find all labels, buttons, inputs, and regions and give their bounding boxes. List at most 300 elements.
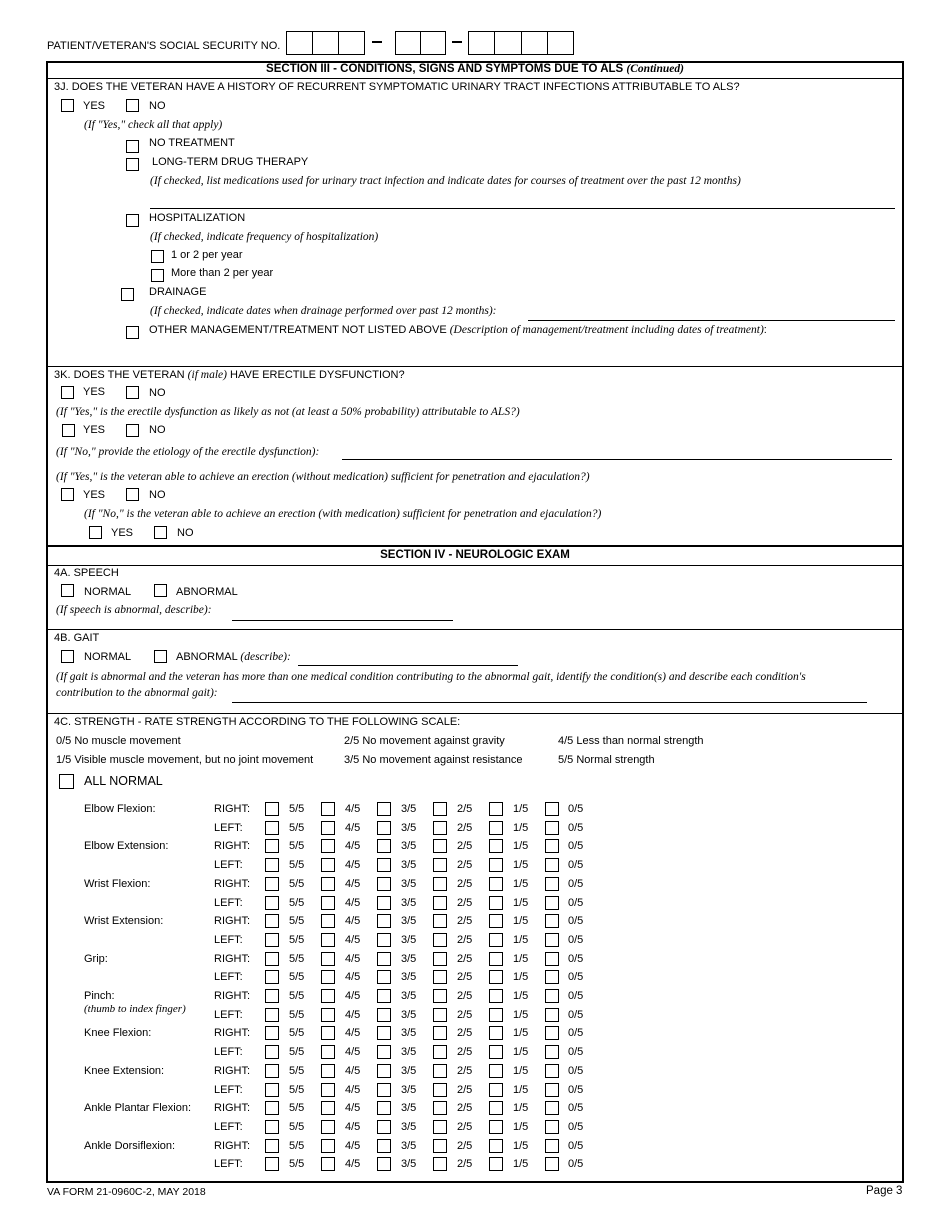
grade-checkbox[interactable]	[377, 1139, 391, 1153]
grade-label: 5/5	[289, 933, 305, 946]
grade-label: 3/5	[401, 1158, 417, 1171]
grade-checkbox[interactable]	[377, 1008, 391, 1022]
grade-checkbox[interactable]	[265, 1157, 279, 1171]
grade-checkbox[interactable]	[321, 1157, 335, 1171]
grade-checkbox[interactable]	[545, 1120, 559, 1134]
speech-describe-line[interactable]	[232, 620, 453, 621]
more-than-two-label: More than 2 per year	[171, 267, 274, 279]
scale-0: 0/5 No muscle movement	[56, 735, 181, 747]
grade-label: 1/5	[513, 952, 529, 965]
ssn-part-3[interactable]	[468, 31, 574, 55]
divider	[47, 78, 903, 79]
grade-checkbox[interactable]	[321, 1064, 335, 1078]
grade-label: 4/5	[345, 877, 361, 890]
grade-label: 5/5	[289, 952, 305, 965]
grade-label: 4/5	[345, 971, 361, 984]
grade-label: 1/5	[513, 840, 529, 853]
grade-checkbox[interactable]	[489, 1026, 503, 1040]
grade-label: 3/5	[401, 803, 417, 815]
grade-label: 1/5	[513, 1064, 529, 1077]
gait-contribution-line[interactable]	[232, 702, 867, 703]
grade-label: 3/5	[401, 990, 417, 1002]
grade-label: 1/5	[513, 1083, 529, 1096]
grade-checkbox[interactable]	[321, 896, 335, 910]
grade-label: 4/5	[345, 896, 361, 909]
likely-no-checkbox[interactable]	[126, 424, 139, 437]
grade-checkbox[interactable]	[377, 821, 391, 835]
with-med-no-checkbox[interactable]	[154, 526, 167, 539]
grade-checkbox[interactable]	[265, 839, 279, 853]
grade-label: 4/5	[345, 840, 361, 853]
q3j-no-checkbox[interactable]	[126, 99, 139, 112]
q3k-question: 3K. DOES THE VETERAN (if male) HAVE ERECTILE DYSFUNCTION?	[54, 369, 405, 381]
grade-checkbox[interactable]	[433, 821, 447, 835]
grade-label: 4/5	[345, 1046, 361, 1059]
grade-checkbox[interactable]	[545, 952, 559, 966]
grade-label: 1/5	[513, 896, 529, 909]
drainage-label: DRAINAGE	[149, 286, 207, 298]
grade-label: 1/5	[513, 877, 529, 890]
scale-1: 1/5 Visible muscle movement, but no joint movement	[56, 754, 314, 766]
grade-label: 5/5	[289, 1139, 305, 1152]
grade-checkbox[interactable]	[377, 989, 391, 1003]
grade-checkbox[interactable]	[377, 1026, 391, 1040]
grade-checkbox[interactable]	[489, 896, 503, 910]
grade-label: 0/5	[568, 1027, 584, 1040]
grade-checkbox[interactable]	[545, 896, 559, 910]
grade-label: 1/5	[513, 1008, 529, 1021]
q3k-yes-label: YES	[83, 386, 106, 398]
left-side-label: LEFT:	[214, 1046, 243, 1059]
grade-label: 3/5	[401, 1102, 417, 1115]
grade-checkbox[interactable]	[377, 1045, 391, 1059]
grade-label: 2/5	[457, 803, 473, 815]
grade-label: 5/5	[289, 1027, 305, 1040]
grade-checkbox[interactable]	[321, 1026, 335, 1040]
grade-label: 2/5	[457, 859, 473, 872]
likely-yes-checkbox[interactable]	[62, 424, 75, 437]
grade-checkbox[interactable]	[489, 1101, 503, 1115]
grade-label: 5/5	[289, 877, 305, 890]
grade-label: 4/5	[345, 952, 361, 965]
grade-label: 5/5	[289, 896, 305, 909]
grade-label: 0/5	[568, 915, 584, 928]
with-med-yes-label: YES	[111, 527, 134, 539]
grade-checkbox[interactable]	[377, 952, 391, 966]
grade-checkbox[interactable]	[489, 1045, 503, 1059]
grade-checkbox[interactable]	[545, 1045, 559, 1059]
no-treatment-label: NO TREATMENT	[149, 137, 235, 149]
grade-checkbox[interactable]	[265, 1101, 279, 1115]
page-number: Page 3	[866, 1185, 903, 1197]
grade-checkbox[interactable]	[433, 1008, 447, 1022]
grade-label: 5/5	[289, 1064, 305, 1077]
grade-checkbox[interactable]	[321, 1101, 335, 1115]
grade-checkbox[interactable]	[545, 1157, 559, 1171]
q3j-yes-label: YES	[83, 100, 106, 112]
ssn-part-1[interactable]	[286, 31, 365, 55]
grade-checkbox[interactable]	[489, 802, 503, 816]
grade-checkbox[interactable]	[489, 821, 503, 835]
grade-checkbox[interactable]	[545, 802, 559, 816]
grade-checkbox[interactable]	[377, 1064, 391, 1078]
grade-label: 3/5	[401, 1139, 417, 1152]
grade-checkbox[interactable]	[545, 877, 559, 891]
grade-label: 1/5	[513, 803, 529, 815]
other-management-checkbox[interactable]	[126, 326, 139, 339]
grade-label: 3/5	[401, 840, 417, 853]
grade-label: 0/5	[568, 1102, 584, 1115]
grade-checkbox[interactable]	[265, 1008, 279, 1022]
grade-checkbox[interactable]	[489, 1120, 503, 1134]
grade-label: 4/5	[345, 933, 361, 946]
grade-checkbox[interactable]	[321, 802, 335, 816]
grade-checkbox[interactable]	[265, 877, 279, 891]
grade-label: 5/5	[289, 821, 305, 834]
grade-checkbox[interactable]	[377, 1157, 391, 1171]
grade-checkbox[interactable]	[377, 970, 391, 984]
grade-checkbox[interactable]	[489, 839, 503, 853]
grade-checkbox[interactable]	[377, 802, 391, 816]
grade-checkbox[interactable]	[321, 877, 335, 891]
grade-checkbox[interactable]	[265, 933, 279, 947]
grade-checkbox[interactable]	[321, 952, 335, 966]
grade-checkbox[interactable]	[433, 933, 447, 947]
grade-checkbox[interactable]	[321, 1045, 335, 1059]
strength-label: 4C. STRENGTH - RATE STRENGTH ACCORDING TO THE FOLLOWING SCALE:	[54, 716, 461, 728]
form-id: VA FORM 21-0960C-2, MAY 2018	[47, 1186, 206, 1198]
grade-checkbox[interactable]	[545, 1083, 559, 1097]
grade-checkbox[interactable]	[265, 896, 279, 910]
grade-checkbox[interactable]	[265, 914, 279, 928]
grade-checkbox[interactable]	[489, 970, 503, 984]
grade-checkbox[interactable]	[265, 1083, 279, 1097]
grade-checkbox[interactable]	[433, 802, 447, 816]
left-side-label: LEFT:	[214, 971, 243, 984]
grade-checkbox[interactable]	[321, 1008, 335, 1022]
grade-label: 2/5	[457, 877, 473, 890]
etiology-line[interactable]	[342, 459, 892, 460]
grade-checkbox[interactable]	[545, 1008, 559, 1022]
grade-checkbox[interactable]	[489, 933, 503, 947]
muscle-name: Elbow Extension:	[84, 840, 169, 853]
without-med-yes-checkbox[interactable]	[61, 488, 74, 501]
grade-label: 1/5	[513, 1139, 529, 1152]
one-or-two-checkbox[interactable]	[151, 250, 164, 263]
grade-checkbox[interactable]	[433, 1139, 447, 1153]
grade-label: 3/5	[401, 859, 417, 872]
grade-label: 2/5	[457, 821, 473, 834]
grade-checkbox[interactable]	[433, 896, 447, 910]
grade-checkbox[interactable]	[377, 858, 391, 872]
grade-checkbox[interactable]	[433, 989, 447, 1003]
grade-checkbox[interactable]	[377, 896, 391, 910]
grade-checkbox[interactable]	[489, 1083, 503, 1097]
grade-label: 3/5	[401, 1027, 417, 1040]
gait-describe-line[interactable]	[298, 665, 518, 666]
left-side-label: LEFT:	[214, 821, 243, 834]
grade-label: 3/5	[401, 915, 417, 928]
q3k-no-checkbox[interactable]	[126, 386, 139, 399]
grade-label: 4/5	[345, 990, 361, 1002]
without-medication-question: (If "Yes," is the veteran able to achieve an erection (without medication) sufficient for penetration and ejaculation?)	[56, 471, 590, 483]
with-med-no-label: NO	[177, 527, 194, 539]
right-side-label: RIGHT:	[214, 915, 251, 928]
grade-checkbox[interactable]	[265, 802, 279, 816]
grade-label: 4/5	[345, 1064, 361, 1077]
muscle-name: Grip:	[84, 952, 108, 965]
grade-label: 2/5	[457, 896, 473, 909]
speech-describe-label: (If speech is abnormal, describe):	[56, 604, 212, 616]
right-side-label: RIGHT:	[214, 1027, 251, 1040]
drainage-dates-line[interactable]	[528, 320, 895, 321]
grade-label: 4/5	[345, 821, 361, 834]
grade-checkbox[interactable]	[433, 1101, 447, 1115]
grade-checkbox[interactable]	[377, 914, 391, 928]
grade-checkbox[interactable]	[321, 1120, 335, 1134]
grade-checkbox[interactable]	[433, 952, 447, 966]
grade-checkbox[interactable]	[433, 970, 447, 984]
grade-label: 0/5	[568, 1158, 584, 1171]
grade-checkbox[interactable]	[433, 914, 447, 928]
grade-label: 0/5	[568, 952, 584, 965]
with-med-yes-checkbox[interactable]	[89, 526, 102, 539]
grade-label: 0/5	[568, 1083, 584, 1096]
grade-checkbox[interactable]	[265, 1139, 279, 1153]
grade-checkbox[interactable]	[545, 933, 559, 947]
grade-label: 0/5	[568, 1064, 584, 1077]
grade-checkbox[interactable]	[489, 989, 503, 1003]
grade-checkbox[interactable]	[433, 1120, 447, 1134]
grade-label: 3/5	[401, 1008, 417, 1021]
grade-label: 3/5	[401, 1120, 417, 1133]
grade-label: 0/5	[568, 859, 584, 872]
grade-checkbox[interactable]	[545, 1064, 559, 1078]
grade-label: 0/5	[568, 803, 584, 815]
gait-normal-checkbox[interactable]	[61, 650, 74, 663]
q3j-if-yes-note: (If "Yes," check all that apply)	[84, 119, 223, 131]
grade-label: 0/5	[568, 840, 584, 853]
grade-label: 1/5	[513, 821, 529, 834]
grade-label: 0/5	[568, 1139, 584, 1152]
grade-label: 1/5	[513, 915, 529, 928]
grade-label: 2/5	[457, 1083, 473, 1096]
grade-label: 4/5	[345, 1120, 361, 1133]
right-side-label: RIGHT:	[214, 840, 251, 853]
grade-label: 4/5	[345, 915, 361, 928]
all-normal-checkbox[interactable]	[59, 774, 74, 789]
divider	[47, 545, 903, 547]
grade-checkbox[interactable]	[545, 839, 559, 853]
grade-checkbox[interactable]	[433, 877, 447, 891]
grade-checkbox[interactable]	[265, 821, 279, 835]
left-side-label: LEFT:	[214, 859, 243, 872]
grade-checkbox[interactable]	[433, 1026, 447, 1040]
grade-checkbox[interactable]	[377, 1101, 391, 1115]
grade-label: 0/5	[568, 821, 584, 834]
grade-checkbox[interactable]	[321, 858, 335, 872]
grade-label: 0/5	[568, 1008, 584, 1021]
likely-no-label: NO	[149, 424, 166, 436]
long-term-note: (If checked, list medications used for urinary tract infection and indicate dates for courses of treatment over the past 12 months)	[150, 175, 741, 187]
right-side-label: RIGHT:	[214, 990, 251, 1002]
grade-label: 5/5	[289, 1102, 305, 1115]
grade-checkbox[interactable]	[545, 1026, 559, 1040]
grade-label: 4/5	[345, 859, 361, 872]
grade-label: 0/5	[568, 877, 584, 890]
drainage-note: (If checked, indicate dates when drainage performed over past 12 months):	[150, 305, 497, 317]
grade-checkbox[interactable]	[377, 877, 391, 891]
muscle-sub: (thumb to index finger)	[84, 1003, 186, 1015]
grade-label: 1/5	[513, 1046, 529, 1059]
muscle-name: Knee Flexion:	[84, 1027, 152, 1040]
gait-note-line2: contribution to the abnormal gait):	[56, 687, 218, 699]
grade-checkbox[interactable]	[265, 1064, 279, 1078]
speech-normal-checkbox[interactable]	[61, 584, 74, 597]
grade-checkbox[interactable]	[545, 970, 559, 984]
grade-label: 0/5	[568, 1120, 584, 1133]
grade-checkbox[interactable]	[545, 858, 559, 872]
grade-checkbox[interactable]	[321, 1139, 335, 1153]
grade-checkbox[interactable]	[433, 1064, 447, 1078]
grade-checkbox[interactable]	[433, 858, 447, 872]
no-treatment-checkbox[interactable]	[126, 140, 139, 153]
grade-label: 1/5	[513, 1102, 529, 1115]
grade-checkbox[interactable]	[265, 989, 279, 1003]
grade-label: 2/5	[457, 1008, 473, 1021]
grade-checkbox[interactable]	[545, 821, 559, 835]
medications-line[interactable]	[150, 208, 895, 209]
grade-checkbox[interactable]	[321, 970, 335, 984]
grade-label: 2/5	[457, 990, 473, 1002]
grade-checkbox[interactable]	[321, 914, 335, 928]
grade-checkbox[interactable]	[321, 989, 335, 1003]
q3j-yes-checkbox[interactable]	[61, 99, 74, 112]
grade-label: 5/5	[289, 859, 305, 872]
q3k-no-label: NO	[149, 387, 166, 399]
grade-checkbox[interactable]	[265, 858, 279, 872]
grade-checkbox[interactable]	[489, 1139, 503, 1153]
grade-checkbox[interactable]	[265, 970, 279, 984]
grade-label: 0/5	[568, 1046, 584, 1059]
right-side-label: RIGHT:	[214, 803, 251, 815]
grade-checkbox[interactable]	[265, 1045, 279, 1059]
scale-5: 5/5 Normal strength	[558, 754, 655, 766]
grade-checkbox[interactable]	[489, 1008, 503, 1022]
grade-checkbox[interactable]	[489, 952, 503, 966]
grade-checkbox[interactable]	[489, 877, 503, 891]
grade-label: 2/5	[457, 1139, 473, 1152]
more-than-two-checkbox[interactable]	[151, 269, 164, 282]
grade-label: 2/5	[457, 1120, 473, 1133]
grade-label: 2/5	[457, 1046, 473, 1059]
other-management-label: OTHER MANAGEMENT/TREATMENT NOT LISTED ABOVE (Description of management/treatment including dates of treatment):	[149, 324, 767, 336]
q3k-likely-question: (If "Yes," is the erectile dysfunction as likely as not (at least a 50% probability) attributable to ALS?)	[56, 406, 520, 418]
ssn-part-2[interactable]	[395, 31, 446, 55]
without-med-yes-label: YES	[83, 489, 106, 501]
grade-label: 4/5	[345, 1008, 361, 1021]
speech-normal-label: NORMAL	[84, 586, 132, 598]
muscle-name: Pinch:	[84, 990, 115, 1002]
grade-checkbox[interactable]	[321, 839, 335, 853]
long-term-drug-checkbox[interactable]	[126, 158, 139, 171]
without-med-no-checkbox[interactable]	[126, 488, 139, 501]
grade-label: 4/5	[345, 1102, 361, 1115]
grade-checkbox[interactable]	[489, 1157, 503, 1171]
grade-checkbox[interactable]	[265, 952, 279, 966]
grade-label: 2/5	[457, 952, 473, 965]
q3k-yes-checkbox[interactable]	[61, 386, 74, 399]
grade-label: 0/5	[568, 933, 584, 946]
grade-checkbox[interactable]	[377, 1120, 391, 1134]
scale-3: 3/5 No movement against resistance	[344, 754, 523, 766]
right-side-label: RIGHT:	[214, 877, 251, 890]
with-medication-question: (If "No," is the veteran able to achieve an erection (with medication) sufficient for penetration and ejaculation?)	[84, 508, 602, 520]
grade-label: 2/5	[457, 1027, 473, 1040]
grade-checkbox[interactable]	[377, 839, 391, 853]
grade-checkbox[interactable]	[433, 1157, 447, 1171]
grade-label: 3/5	[401, 1064, 417, 1077]
grade-checkbox[interactable]	[489, 914, 503, 928]
grade-checkbox[interactable]	[433, 839, 447, 853]
grade-label: 1/5	[513, 933, 529, 946]
grade-checkbox[interactable]	[265, 1120, 279, 1134]
ssn-label: PATIENT/VETERAN'S SOCIAL SECURITY NO.	[47, 40, 281, 52]
grade-label: 0/5	[568, 971, 584, 984]
grade-checkbox[interactable]	[321, 1083, 335, 1097]
grade-label: 3/5	[401, 933, 417, 946]
grade-label: 1/5	[513, 990, 529, 1002]
grade-checkbox[interactable]	[265, 1026, 279, 1040]
grade-label: 5/5	[289, 1046, 305, 1059]
grade-checkbox[interactable]	[489, 1064, 503, 1078]
drainage-checkbox[interactable]	[121, 288, 134, 301]
grade-checkbox[interactable]	[545, 1101, 559, 1115]
grade-checkbox[interactable]	[321, 933, 335, 947]
gait-abnormal-checkbox[interactable]	[154, 650, 167, 663]
grade-label: 3/5	[401, 877, 417, 890]
speech-abnormal-label: ABNORMAL	[176, 586, 238, 598]
etiology-question: (If "No," provide the etiology of the erectile dysfunction):	[56, 446, 320, 458]
ssn-dash	[452, 41, 462, 43]
grade-checkbox[interactable]	[433, 1045, 447, 1059]
grade-checkbox[interactable]	[321, 821, 335, 835]
grade-label: 4/5	[345, 1158, 361, 1171]
grade-checkbox[interactable]	[489, 858, 503, 872]
hospitalization-checkbox[interactable]	[126, 214, 139, 227]
grade-checkbox[interactable]	[377, 933, 391, 947]
ssn-dash	[372, 41, 382, 43]
grade-label: 5/5	[289, 990, 305, 1002]
grade-checkbox[interactable]	[545, 914, 559, 928]
speech-abnormal-checkbox[interactable]	[154, 584, 167, 597]
gait-note-line1: (If gait is abnormal and the veteran has more than one medical condition contributing to the abnormal gait, identify the condition(s) and describe each condition's	[56, 671, 806, 683]
scale-2: 2/5 No movement against gravity	[344, 735, 505, 747]
grade-checkbox[interactable]	[545, 1139, 559, 1153]
grade-checkbox[interactable]	[545, 989, 559, 1003]
likely-yes-label: YES	[83, 424, 106, 436]
divider	[47, 366, 903, 367]
q3j-question: 3J. DOES THE VETERAN HAVE A HISTORY OF RECURRENT SYMPTOMATIC URINARY TRACT INFECTIONS ATTRIBUTABLE TO ALS?	[54, 81, 740, 93]
long-term-drug-label: LONG-TERM DRUG THERAPY	[152, 156, 309, 168]
left-side-label: LEFT:	[214, 1120, 243, 1133]
all-normal-label: ALL NORMAL	[84, 774, 163, 788]
divider	[47, 629, 903, 630]
grade-label: 2/5	[457, 1158, 473, 1171]
grade-checkbox[interactable]	[433, 1083, 447, 1097]
grade-checkbox[interactable]	[377, 1083, 391, 1097]
muscle-name: Elbow Flexion:	[84, 803, 156, 815]
